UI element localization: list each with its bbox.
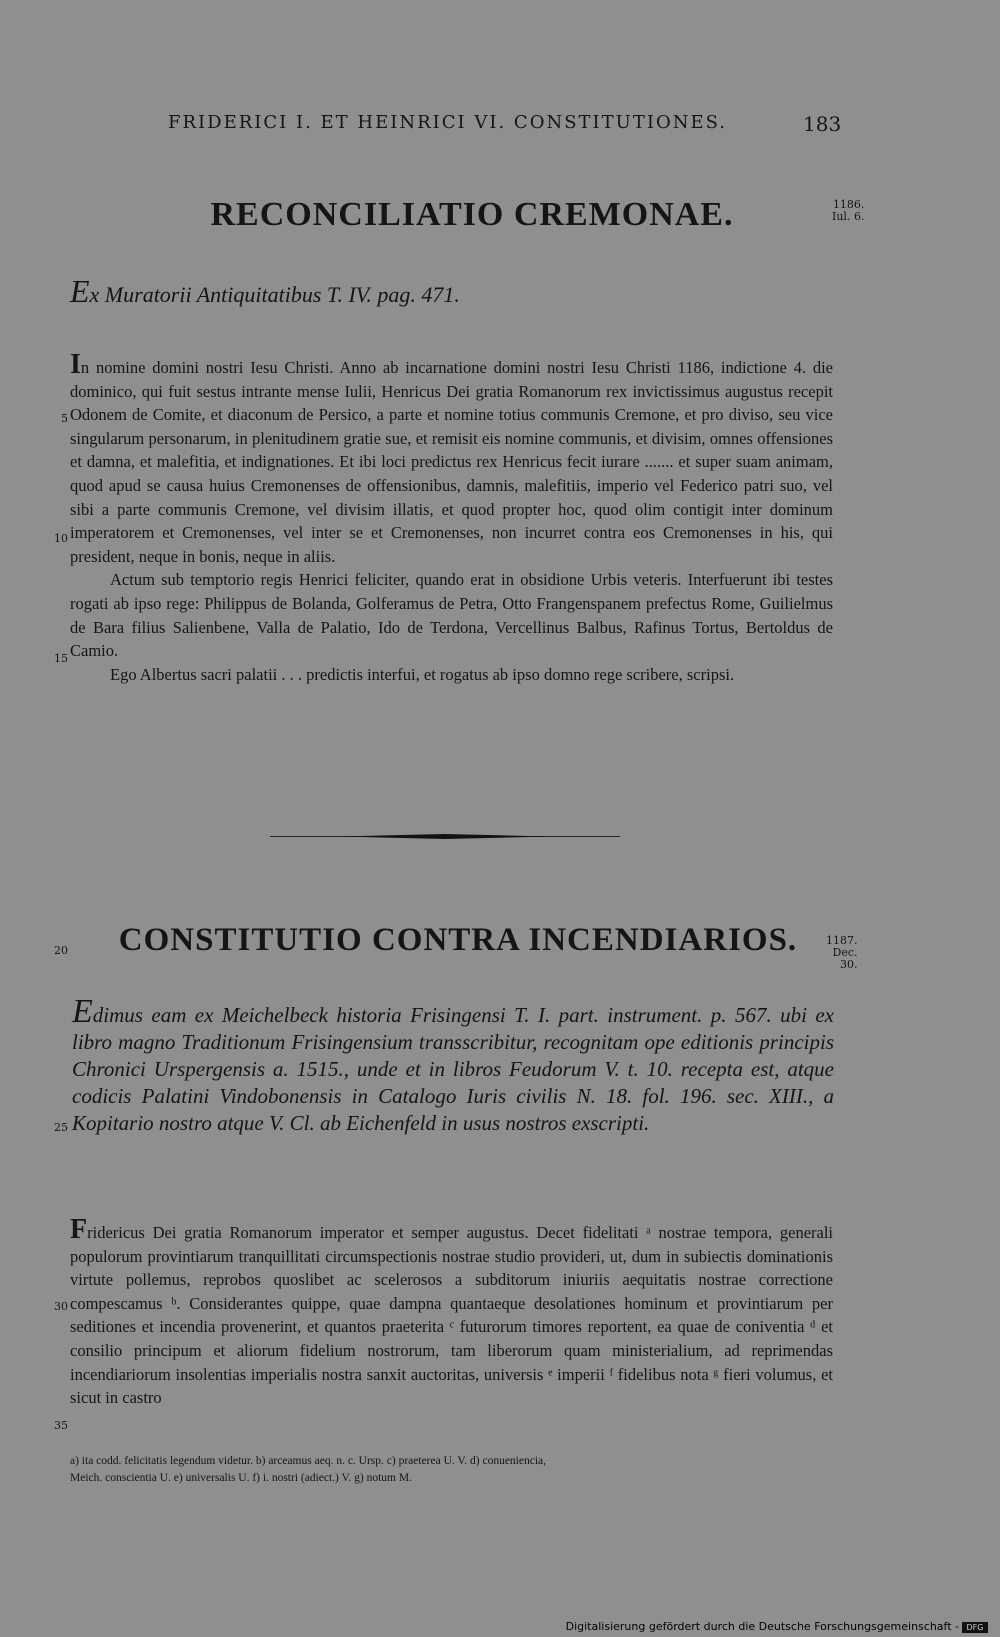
section-divider	[270, 834, 620, 839]
intro-text: dimus eam ex Meichelbeck historia Frisingensi T. I. part. instrument. p. 567. ubi ex libro magno Traditionum Frisingensium transscribitur, recognitam ope editionis principis Chronici Urspergensis a. 1515., unde et in libros Feudorum V. t. 10. recepta est, atque codicis Palatini Vindobonensis in Catalogo Iuris civilis N. 18. fol. 196. sec. XIII., a Kopitario nostro atque V. Cl. ab Eichenfeld in usus nostros exscripti.	[72, 1003, 834, 1135]
drop-cap: F	[70, 1214, 88, 1245]
line-number: 20	[54, 944, 68, 957]
margin-date-month: Dec.	[832, 946, 858, 959]
paragraph-text: ridericus Dei gratia Romanorum imperator et semper augustus. Decet fidelitati ᵃ nostrae tempora, generali populorum provintiarum tranquillitati circumspectionis nostrae studio provideri, ut, dum in subiectis dominationis virtute pollemus, reprobos quoslibet ac scelerosos a subditorum iniuriis aequitatis nostrae correctione compescamus ᵇ. Considerantes quippe, quae dampna quantaeque desolationes hominum et provintiarum per seditiones et incendia provenerint, et quantos praeterita ᶜ futurorum timores reportent, ea quae de coniventia ᵈ et consilio principum et aliorum fidelium nostrorum, tam liberorum quam ministerialium, ad reprimendas incendiariorum insolentias imperialis nostra sanxit auctoritas, universis ᵉ imperii ᶠ fidelibus nota ᵍ fieri volumus, et sicut in castro	[70, 1223, 833, 1408]
intro-initial: E	[72, 993, 93, 1030]
paragraph: Actum sub temptorio regis Henrici feliciter, quando erat in obsidione Urbis veteris. Interfuerunt ibi testes rogati ab ipso rege: Philippus de Bolanda, Golferamus de Petra, Otto Frangenspanem prefectus Rome, Guilielmus de Bara filius Salienbene, Valla de Palatio, Ido de Terdona, Vercellinus Balbus, Rafinus Tortus, Bertoldus de Camio.	[70, 570, 833, 661]
margin-date-year: 1187.	[826, 934, 858, 947]
line-number: 15	[54, 652, 68, 665]
line-number: 25	[54, 1121, 68, 1134]
digitization-credit	[566, 1620, 988, 1633]
credit-text: Digitalisierung gefördert durch die Deutsche Forschungsgemeinschaft -	[565, 1620, 959, 1633]
margin-date-1	[832, 199, 864, 223]
page-number: 183	[803, 112, 842, 136]
paragraph-text: n nomine domini nostri Iesu Christi. Anno ab incarnatione domini nostri Iesu Christi 1186, indictione 4. die dominico, qui fuit sestus intrante mense Iulii, Henricus Dei gratia Romanorum rex invictissimus augustus recepit Odonem de Comite, et diaconum de Persico, a parte et nomine totius communis Cremone, et pro diviso, seu vice singularum personarum, in plenitudinem gratie sue, et remisit eis nomine communis, et divisim, omnes offensiones et damna, et malefitia, et indignationes. Et ibi loci predictus rex Henricus fecit iurare ....... et super suam animam, quod apud se causa huius Cremonenses de offensionibus, damnis, malefitiis, imperio vel Federico patri suo, vel sibi a parte communis Cremone, vel divisim illatis, et quod propter hoc, quod olim contigit inter dominum imperatorem et Cremonenses, vel inter se et Cremonenses, non incurret contra eos Cremonenses in his, qui president, neque in bonis, neque in aliis.	[70, 358, 833, 566]
footnote-line: a) ita codd. felicitatis legendum videtur. b) arceamus aeq. n. c. Ursp. c) praeterea U. V. d) conueniencia,	[70, 1455, 546, 1467]
source-text: x Muratorii Antiquitatibus T. IV. pag. 471.	[89, 282, 460, 307]
margin-date-2	[826, 935, 858, 971]
edition-intro	[72, 993, 834, 1137]
dfg-logo: DFG	[962, 1622, 988, 1633]
source-initial: E	[70, 273, 90, 309]
drop-cap: I	[70, 349, 81, 380]
margin-date-day: Iul. 6.	[832, 210, 865, 223]
paragraph	[72, 993, 834, 1137]
paragraph	[70, 1214, 833, 1410]
line-number: 10	[54, 532, 68, 545]
margin-date-year: 1186.	[832, 198, 865, 211]
footnotes	[70, 1453, 835, 1487]
margin-date-day: 30.	[840, 958, 858, 971]
footnote-line: Meich. conscientia U. e) universalis U. f) i. nostri (adiect.) V. g) notum M.	[70, 1472, 412, 1484]
document-title-constitutio: CONSTITUTIO CONTRA INCENDIARIOS.	[118, 922, 798, 958]
source-line	[70, 273, 460, 310]
line-number: 5	[61, 412, 68, 425]
paragraph	[70, 349, 833, 568]
paragraph: Ego Albertus sacri palatii . . . predictis interfui, et rogatus ab ipso domno rege scribere, scripsi.	[110, 664, 735, 684]
document-body-1	[70, 349, 833, 686]
line-number: 30	[54, 1300, 68, 1313]
document-title-reconciliatio: RECONCILIATIO CREMONAE.	[210, 196, 734, 233]
document-body-2	[70, 1214, 833, 1410]
running-head: FRIDERICI I. ET HEINRICI VI. CONSTITUTIONES.	[168, 112, 728, 133]
line-number: 35	[54, 1419, 68, 1432]
